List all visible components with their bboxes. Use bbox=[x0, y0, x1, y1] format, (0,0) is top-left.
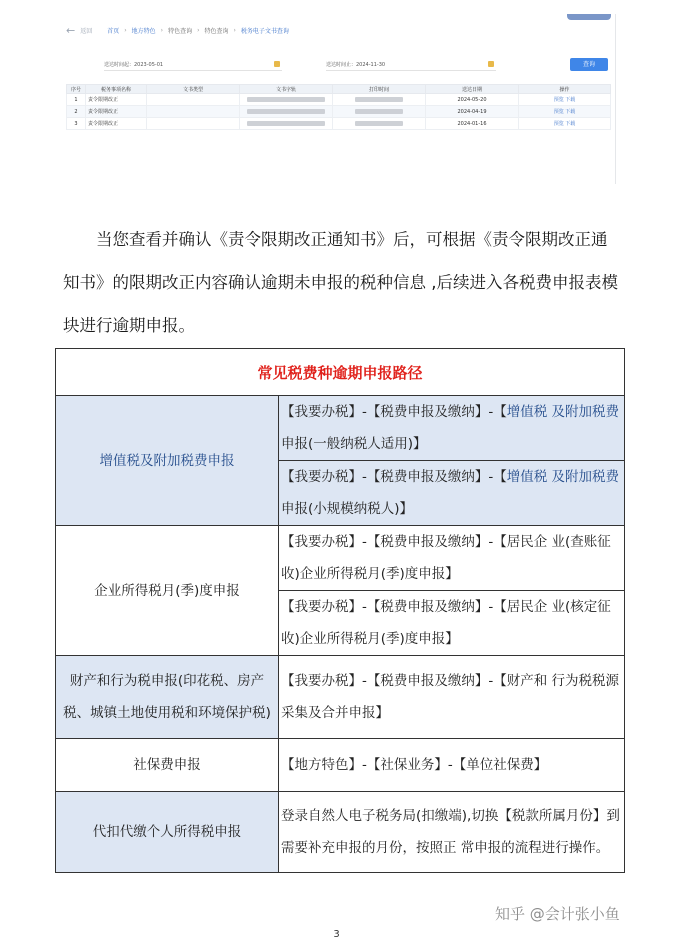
path-cell: 【我要办税】-【税费申报及缴纳】-【居民企 业(查账征收)企业所得税月(季)度申报】 bbox=[279, 526, 625, 591]
start-date-label: 送达时间起：2023-05-01 bbox=[104, 61, 164, 68]
cell-no: 2 bbox=[67, 106, 86, 118]
top-button[interactable] bbox=[567, 14, 611, 20]
end-date-field[interactable] bbox=[326, 58, 496, 71]
watermark: 知乎 @会计张小鱼 bbox=[495, 905, 620, 923]
cell-no: 1 bbox=[67, 94, 86, 106]
breadcrumb-local[interactable]: 地方特色 bbox=[131, 28, 156, 35]
path-cell: 登录自然人电子税务局(扣缴端),切换【税款所属月份】到需要补充申报的月份，按照正 常申报的流程进行操作。 bbox=[279, 792, 625, 873]
cell-name: 责令限期改正 bbox=[86, 106, 147, 118]
table-title: 常见税费种逾期申报路径 bbox=[56, 349, 625, 396]
path-cell bbox=[279, 396, 625, 461]
cell-type bbox=[147, 118, 240, 130]
col-no: 序号 bbox=[67, 85, 86, 94]
row-label-vat: 增值税及附加税费申报 bbox=[56, 396, 279, 526]
back-arrow-icon[interactable]: ← bbox=[66, 24, 76, 37]
col-code: 文书字轨 bbox=[240, 85, 333, 94]
path-text: 申报(小规模纳税人)】 bbox=[281, 501, 414, 517]
cell-name: 责令限期改正 bbox=[86, 94, 147, 106]
body-paragraph bbox=[63, 218, 623, 347]
cell-date: 2024-01-16 bbox=[426, 118, 519, 130]
path-cell: 【我要办税】-【税费申报及缴纳】-【财产和 行为税税源采集及合并申报】 bbox=[279, 656, 625, 739]
breadcrumb bbox=[66, 24, 289, 37]
cell-code-redacted bbox=[240, 94, 333, 106]
table-row bbox=[56, 396, 625, 461]
path-text: 【我要办税】-【税费申报及缴纳】-【 bbox=[281, 469, 507, 485]
table-row bbox=[67, 118, 611, 130]
cell-type bbox=[147, 106, 240, 118]
cell-actions[interactable]: 预览 下载 bbox=[519, 118, 611, 130]
col-name: 税务事项名称 bbox=[86, 85, 147, 94]
calendar-icon[interactable] bbox=[274, 61, 280, 67]
cell-print-redacted bbox=[333, 94, 426, 106]
cell-code-redacted bbox=[240, 118, 333, 130]
cell-actions[interactable]: 预览 下载 bbox=[519, 94, 611, 106]
table-row bbox=[56, 526, 625, 591]
start-date-field[interactable] bbox=[104, 58, 282, 71]
row-label-property: 财产和行为税申报(印花税、房产税、城镇土地使用税和环境保护税) bbox=[56, 656, 279, 739]
cell-code-redacted bbox=[240, 106, 333, 118]
col-actions: 操作 bbox=[519, 85, 611, 94]
row-label-social: 社保费申报 bbox=[56, 739, 279, 792]
cell-actions[interactable]: 预览 下载 bbox=[519, 106, 611, 118]
table-row bbox=[56, 656, 625, 739]
end-date-label: 送达时间止：2024-11-30 bbox=[326, 61, 386, 68]
embedded-screenshot bbox=[62, 14, 616, 184]
row-label-iit: 代扣代缴个人所得税申报 bbox=[56, 792, 279, 873]
table-row bbox=[56, 739, 625, 792]
declaration-path-table bbox=[55, 348, 625, 873]
breadcrumb-query-2[interactable]: 特色查询 bbox=[204, 28, 229, 35]
breadcrumb-query-1[interactable]: 特色查询 bbox=[168, 28, 193, 35]
path-cell: 【我要办税】-【税费申报及缴纳】-【居民企 业(核定征收)企业所得税月(季)度申报】 bbox=[279, 591, 625, 656]
cell-type bbox=[147, 94, 240, 106]
cell-name: 责令限期改正 bbox=[86, 118, 147, 130]
cell-print-redacted bbox=[333, 106, 426, 118]
table-title-row bbox=[56, 349, 625, 396]
path-text: 申报(一般纳税人适用)】 bbox=[281, 436, 427, 452]
path-cell: 【地方特色】-【社保业务】-【单位社保费】 bbox=[279, 739, 625, 792]
chevron-right-icon: › bbox=[197, 27, 200, 34]
breadcrumb-current: 税务电子文书查询 bbox=[240, 28, 289, 35]
path-highlight: 增值税 及附加税费 bbox=[506, 469, 620, 485]
chevron-right-icon: › bbox=[160, 27, 164, 34]
back-link[interactable]: 返回 bbox=[80, 28, 93, 35]
cell-print-redacted bbox=[333, 118, 426, 130]
col-type: 文书类型 bbox=[147, 85, 240, 94]
table-row bbox=[67, 94, 611, 106]
chevron-right-icon: › bbox=[124, 27, 127, 34]
path-text: 【我要办税】-【税费申报及缴纳】-【 bbox=[281, 404, 507, 420]
page-number: 3 bbox=[333, 929, 340, 940]
table-row bbox=[67, 106, 611, 118]
col-date: 送达日期 bbox=[426, 85, 519, 94]
chevron-right-icon: › bbox=[233, 27, 236, 34]
cell-date: 2024-05-20 bbox=[426, 94, 519, 106]
paragraph-text: 当您查看并确认《责令限期改正通知书》后，可根据《责令限期改正通知书》的限期改正内容确认逾期未申报的税种信息 ,后续进入各税费申报表模块进行逾期申报。 bbox=[63, 230, 618, 335]
document-table bbox=[66, 84, 611, 130]
table-header-row bbox=[67, 85, 611, 94]
row-label-cit: 企业所得税月(季)度申报 bbox=[56, 526, 279, 656]
calendar-icon[interactable] bbox=[488, 61, 494, 67]
col-print-time: 打印时间 bbox=[333, 85, 426, 94]
cell-no: 3 bbox=[67, 118, 86, 130]
table-row bbox=[56, 792, 625, 873]
path-cell bbox=[279, 461, 625, 526]
breadcrumb-home[interactable]: 首页 bbox=[107, 28, 120, 35]
path-highlight: 增值税 及附加税费 bbox=[506, 404, 620, 420]
cell-date: 2024-04-19 bbox=[426, 106, 519, 118]
search-button[interactable]: 查询 bbox=[570, 58, 608, 71]
